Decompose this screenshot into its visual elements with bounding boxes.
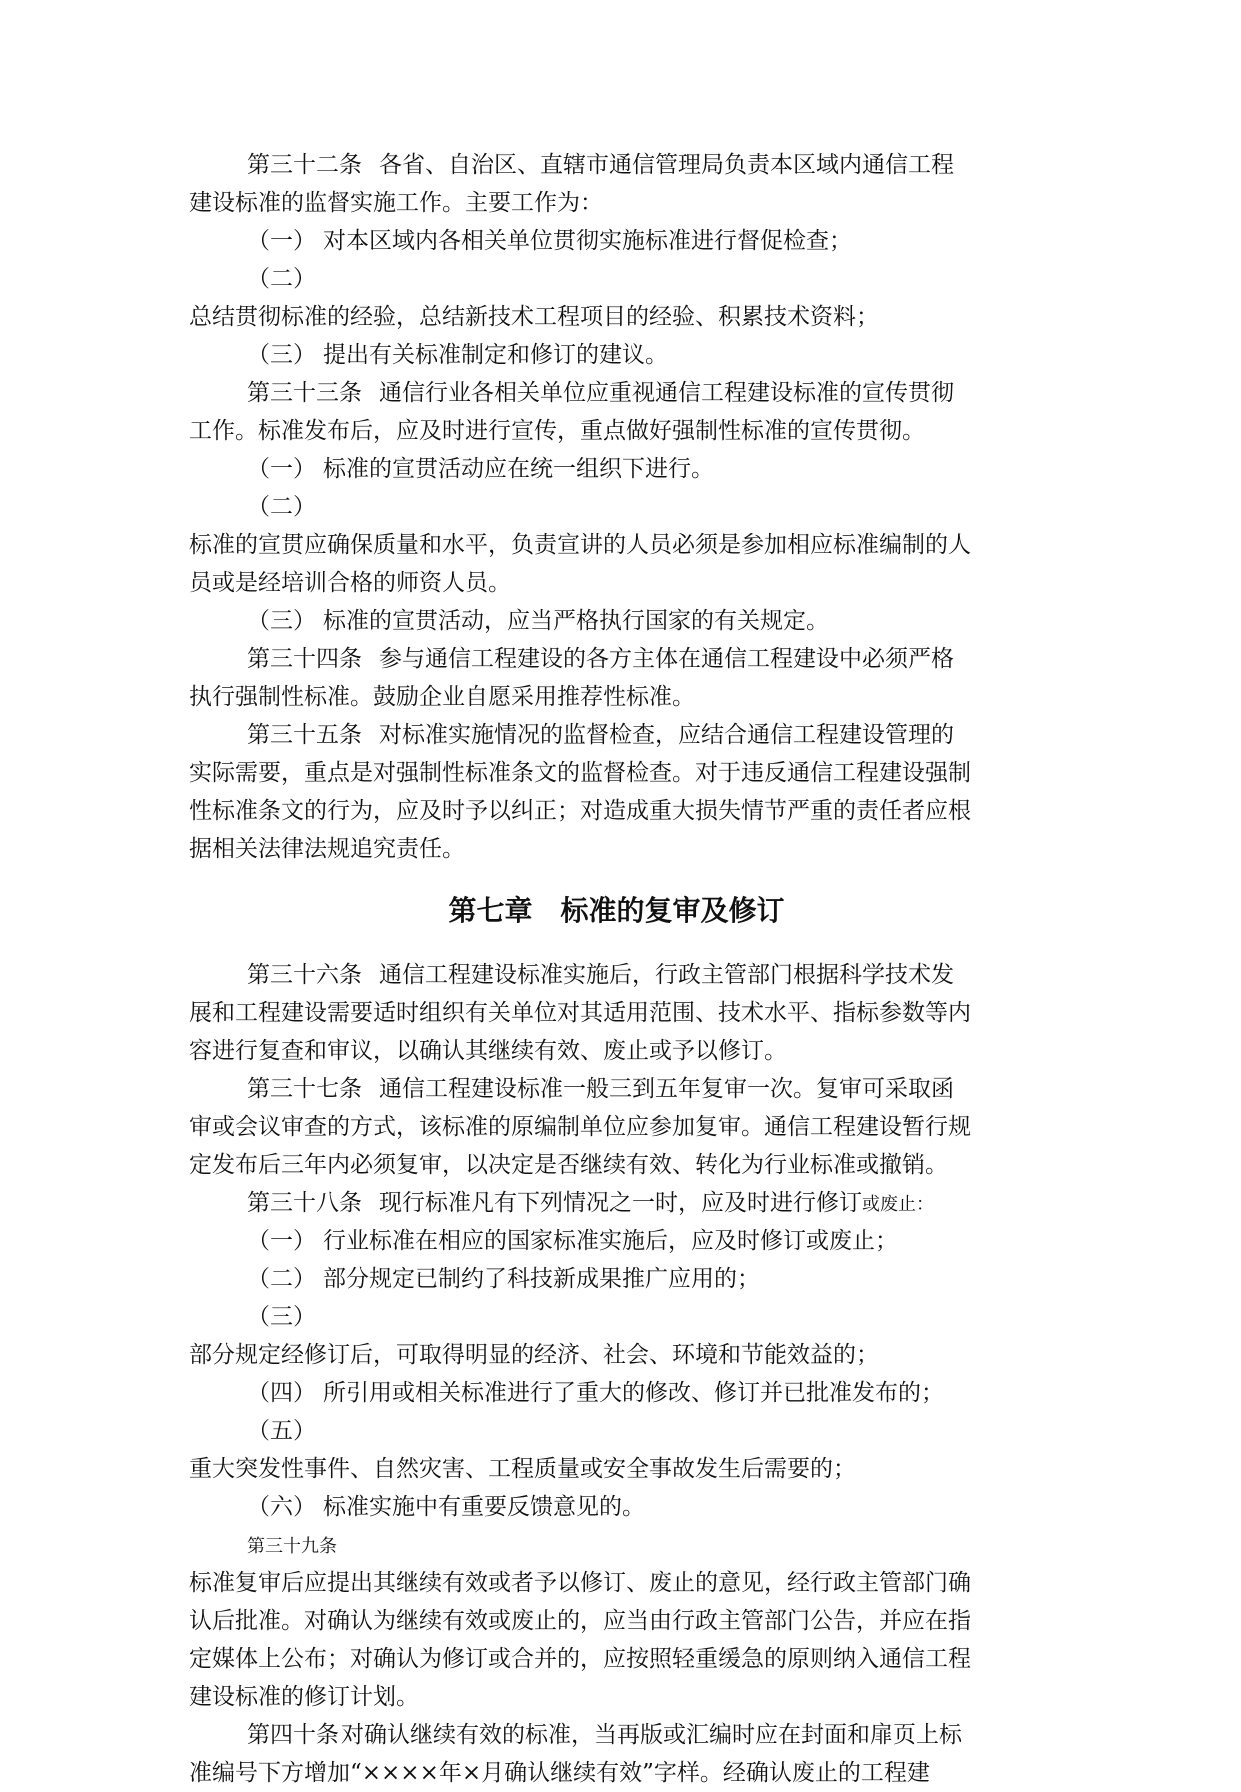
text-line xyxy=(189,994,1044,1032)
line-text: 通信行业各相关单位应重视通信工程建设标准的宣传贯彻 xyxy=(379,380,954,406)
text-line xyxy=(189,1222,1044,1260)
text-line xyxy=(189,336,1044,374)
text-line xyxy=(189,1374,1044,1412)
line-text: 总结贯彻标准的经验，总结新技术工程项目的经验、积累技术资料； xyxy=(189,304,879,330)
text-line xyxy=(189,1678,1044,1716)
item-number: （三） xyxy=(247,1304,316,1330)
line-text: 所引用或相关标准进行了重大的修改、修订并已批准发布的； xyxy=(323,1380,944,1406)
line-text: 现行标准凡有下列情况之一时，应及时进行修订 xyxy=(379,1190,862,1216)
text-line xyxy=(189,754,1044,792)
item-number: （三） xyxy=(247,608,316,634)
article-number: 第三十六条 xyxy=(247,962,362,988)
text-line xyxy=(189,222,1044,260)
line-text: 性标准条文的行为，应及时予以纠正；对造成重大损失情节严重的责任者应根 xyxy=(189,798,971,824)
line-text: 部分规定已制约了科技新成果推广应用的； xyxy=(323,1266,760,1292)
line-text: 部分规定经修订后，可取得明显的经济、社会、环境和节能效益的； xyxy=(189,1342,879,1368)
line-text: 对标准实施情况的监督检查，应结合通信工程建设管理的 xyxy=(379,722,954,748)
article-number: 第三十八条 xyxy=(247,1190,362,1216)
text-line xyxy=(189,678,1044,716)
text-line xyxy=(189,1716,1044,1754)
text-line xyxy=(189,488,1044,526)
item-number: （二） xyxy=(247,494,316,520)
line-text: 员或是经培训合格的师资人员。 xyxy=(189,570,511,596)
line-text: 标准复审后应提出其继续有效或者予以修订、废止的意见，经行政主管部门确 xyxy=(189,1570,971,1596)
line-text: 建设标准的修订计划。 xyxy=(189,1684,419,1710)
line-text: 对确认继续有效的标准，当再版或汇编时应在封面和扉页上标 xyxy=(341,1722,962,1748)
line-text: 审或会议审查的方式，该标准的原编制单位应参加复审。通信工程建设暂行规 xyxy=(189,1114,971,1140)
line-text: 展和工程建设需要适时组织有关单位对其适用范围、技术水平、指标参数等内 xyxy=(189,1000,971,1026)
text-line xyxy=(189,1412,1044,1450)
text-line xyxy=(189,184,1044,222)
article-number: 第四十条 xyxy=(247,1722,339,1748)
text-line xyxy=(189,1108,1044,1146)
line-text: 通信工程建设标准实施后，行政主管部门根据科学技术发 xyxy=(379,962,954,988)
line-text: 重大突发性事件、自然灾害、工程质量或安全事故发生后需要的； xyxy=(189,1456,856,1482)
text-line xyxy=(189,602,1044,640)
chapter-heading: 第七章 标准的复审及修订 xyxy=(448,894,785,927)
line-text: 参与通信工程建设的各方主体在通信工程建设中必须严格 xyxy=(379,646,954,672)
text-line xyxy=(189,640,1044,678)
item-number: （二） xyxy=(247,266,316,292)
section-chapter-seven xyxy=(189,956,1044,1792)
article-number: 第三十三条 xyxy=(247,380,362,406)
item-number: （五） xyxy=(247,1418,316,1444)
line-text: 标准的宣贯活动应在统一组织下进行。 xyxy=(323,456,714,482)
text-line xyxy=(189,1488,1044,1526)
item-number: （二） xyxy=(247,1266,316,1292)
line-text: 认后批准。对确认为继续有效或废止的，应当由行政主管部门公告，并应在指 xyxy=(189,1608,971,1634)
text-line xyxy=(189,1564,1044,1602)
text-line xyxy=(189,1450,1044,1488)
text-line xyxy=(189,1260,1044,1298)
text-line xyxy=(189,716,1044,754)
line-text: 实际需要，重点是对强制性标准条文的监督检查。对于违反通信工程建设强制 xyxy=(189,760,971,786)
line-text: 据相关法律法规追究责任。 xyxy=(189,836,465,862)
article-number: 第三十九条 xyxy=(247,1536,337,1557)
item-number: （一） xyxy=(247,228,316,254)
text-line xyxy=(189,260,1044,298)
line-text: 各省、自治区、直辖市通信管理局负责本区域内通信工程 xyxy=(379,152,954,178)
text-line xyxy=(189,564,1044,602)
line-text: 标准的宣贯活动，应当严格执行国家的有关规定。 xyxy=(323,608,829,634)
item-number: （一） xyxy=(247,1228,316,1254)
line-text: 工作。标准发布后，应及时进行宣传，重点做好强制性标准的宣传贯彻。 xyxy=(189,418,925,444)
text-line xyxy=(189,956,1044,994)
line-text: 准编号下方增加“××××年×月确认继续有效”字样。经确认废止的工程建 xyxy=(189,1760,930,1786)
text-line xyxy=(189,412,1044,450)
line-text: 通信工程建设标准一般三到五年复审一次。复审可采取函 xyxy=(379,1076,954,1102)
item-number: （四） xyxy=(247,1380,316,1406)
text-line xyxy=(189,830,1044,868)
article-number: 第三十四条 xyxy=(247,646,362,672)
text-line xyxy=(189,1640,1044,1678)
line-text: 容进行复查和审议，以确认其继续有效、废止或予以修订。 xyxy=(189,1038,787,1064)
text-line xyxy=(189,1754,1044,1792)
document-page xyxy=(189,146,1044,1792)
text-line xyxy=(189,146,1044,184)
text-line xyxy=(189,374,1044,412)
text-line xyxy=(189,1146,1044,1184)
line-text: 定媒体上公布；对确认为修订或合并的，应按照轻重缓急的原则纳入通信工程 xyxy=(189,1646,971,1672)
article-number: 第三十二条 xyxy=(247,152,362,178)
line-text: 行业标准在相应的国家标准实施后，应及时修订或废止； xyxy=(323,1228,898,1254)
line-text: 执行强制性标准。鼓励企业自愿采用推荐性标准。 xyxy=(189,684,695,710)
section-chapter-six-tail xyxy=(189,146,1044,868)
line-text: 定发布后三年内必须复审，以决定是否继续有效、转化为行业标准或撤销。 xyxy=(189,1152,948,1178)
article-number: 第三十七条 xyxy=(247,1076,362,1102)
line-text: 建设标准的监督实施工作。主要工作为： xyxy=(189,190,603,216)
text-line xyxy=(189,1184,1044,1222)
text-line xyxy=(189,1336,1044,1374)
article-number: 第三十五条 xyxy=(247,722,362,748)
item-number: （六） xyxy=(247,1494,316,1520)
text-line xyxy=(189,1032,1044,1070)
line-text: 标准实施中有重要反馈意见的。 xyxy=(323,1494,645,1520)
item-number: （一） xyxy=(247,456,316,482)
text-line xyxy=(189,298,1044,336)
text-line xyxy=(189,1070,1044,1108)
line-text: 标准的宣贯应确保质量和水平，负责宣讲的人员必须是参加相应标准编制的人 xyxy=(189,532,971,558)
text-line xyxy=(189,792,1044,830)
line-text: 对本区域内各相关单位贯彻实施标准进行督促检查； xyxy=(323,228,852,254)
text-line xyxy=(189,1298,1044,1336)
line-text-small: 或废止： xyxy=(862,1194,934,1215)
text-line xyxy=(189,526,1044,564)
text-line xyxy=(189,1526,1044,1564)
line-text: 提出有关标准制定和修订的建议。 xyxy=(323,342,668,368)
text-line xyxy=(189,450,1044,488)
text-line xyxy=(189,1602,1044,1640)
item-number: （三） xyxy=(247,342,316,368)
